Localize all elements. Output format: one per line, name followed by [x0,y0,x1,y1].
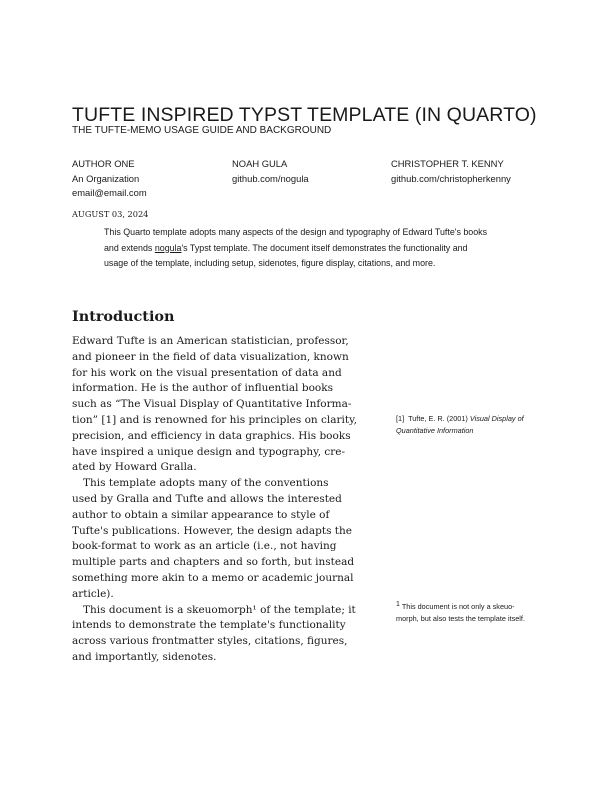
author-block [72,157,552,203]
sidenote-line: morph, but also tests the template itself. [396,614,525,623]
author-email[interactable]: email@email.com [72,187,147,198]
body-line: book-format to work as an article (i.e., not having [72,540,337,553]
body-line: author to obtain a similar appearance to style of [72,508,330,521]
body-line: and importantly, sidenotes. [72,650,217,663]
sidenote-line [396,425,566,437]
footnote-marker: 1 [396,601,400,608]
nogula-link[interactable]: nogula [154,242,182,253]
body-line: for his work on the visual presentation of data and [72,366,342,379]
citation-author: Tufte, E. R. (2001) [408,414,468,423]
citation-title: Quantitative Information [396,426,474,435]
body-line: intends to demonstrate the template's functionality [72,619,346,632]
author-name: AUTHOR ONE [72,158,135,169]
body-line: across various frontmatter styles, citations, figures, [72,635,348,648]
abstract-text: and extends [104,242,155,253]
footnote-text: This document is not only a skeuo- [401,602,515,611]
body-line: ated by Howard Gralla. [72,461,197,474]
body-line: something more akin to a memo or academic journal [72,571,354,584]
sidenote-line [396,601,566,613]
document-subtitle: THE TUFTE-MEMO USAGE GUIDE AND BACKGROUND [72,125,332,136]
body-line: Edward Tufte is an American statistician, professor, [72,335,349,347]
abstract [104,225,544,272]
author-name: CHRISTOPHER T. KENNY [391,158,504,169]
sidenote-line [396,413,566,425]
footnote-sidenote [396,601,566,625]
body-line: such as “The Visual Display of Quantitative Informa- [72,398,352,411]
citation-marker: [1] [396,414,405,423]
section-heading-introduction: Introduction [72,308,175,325]
abstract-line: usage of the template, including setup, sidenotes, figure display, citations, and more. [104,258,436,269]
author-github-link[interactable]: github.com/nogula [232,172,309,184]
body-line: information. He is the author of influential books [72,382,333,395]
author-card [391,157,551,186]
author-card [232,157,392,186]
body-line: have inspired a unique design and typography, cre- [72,445,346,458]
body-line: Tufte's publications. However, the design adapts the [72,524,352,537]
body-line-paragraph-start: This document is a skeuomorph¹ of the template; it [83,603,356,616]
author-github-link[interactable]: github.com/christopherkenny [391,172,511,184]
body-line: and pioneer in the field of data visualization, known [72,350,349,363]
abstract-line [104,241,544,257]
body-line: multiple parts and chapters and so forth, but instead [72,556,355,569]
introduction-body [72,334,372,666]
body-line: used by Gralla and Tufte and allows the interested [72,492,342,505]
body-line: precision, and efficiency in data graphics. His books [72,429,351,442]
body-line-paragraph-start: This template adopts many of the conventions [83,477,329,490]
abstract-line: This Quarto template adopts many aspects of the design and typography of Edward Tufte's books [104,227,488,237]
citation-sidenote [396,413,566,437]
body-line: article). [72,587,114,600]
body-line-citation: tion” [1] and is renowned for his principles on clarity, [72,413,358,426]
author-card [72,157,232,201]
author-affiliation: An Organization [72,172,140,184]
abstract-text: 's Typst template. The document itself demonstrates the functionality and [181,242,468,253]
citation-title: Visual Display of [469,414,524,423]
author-name: NOAH GULA [232,158,288,169]
document-date: AUGUST 03, 2024 [72,209,149,219]
document-title: TUFTE INSPIRED TYPST TEMPLATE (IN QUARTO) [72,104,537,126]
